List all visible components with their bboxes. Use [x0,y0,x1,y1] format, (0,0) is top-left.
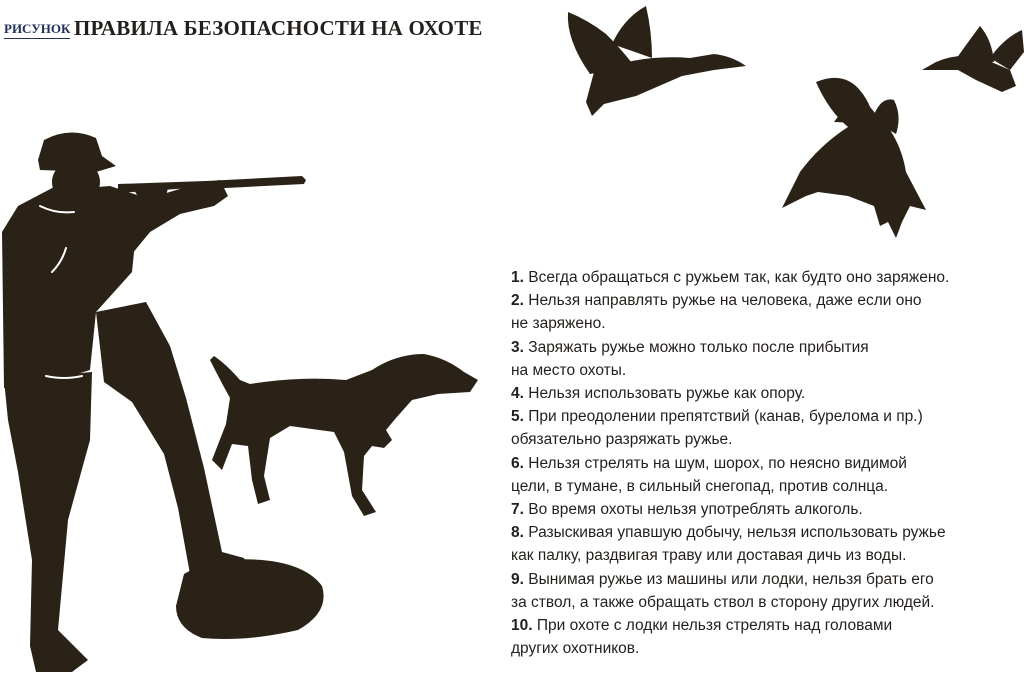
rule-number: 5. [511,408,524,426]
rule-number: 8. [511,524,524,542]
rule-text: других охотников. [511,640,640,658]
rule-text: Заряжать ружье можно только после прибытия [528,338,869,356]
rule-item [511,452,1021,498]
rule-text: При охоте с лодки нельзя стрелять над головами [536,617,893,635]
rule-text: цели, в тумане, в сильный снегопад, против солнца. [511,477,889,495]
rule-text: не заряжено. [511,315,606,333]
section-tag: РИСУНОК [4,21,70,39]
duck-silhouette [922,26,1024,92]
rule-text: обязательно разряжать ружье. [511,431,733,449]
rule-number: 6. [511,454,524,472]
rule-text: Нельзя направлять ружье на человека, даже если оно [528,292,922,310]
rule-text: При преодолении препятствий (канав, бурелома и пр.) [528,408,923,426]
rule-number: 2. [511,292,524,310]
rule-number: 7. [511,501,524,519]
rule-text: на место охоты. [511,361,627,379]
duck-silhouette [568,6,746,116]
rule-item [511,289,1021,335]
rule-item [511,568,1021,614]
rule-number: 3. [511,338,524,356]
rule-number: 9. [511,570,524,588]
rule-item [511,498,1021,521]
rule-text: Разыскивая упавшую добычу, нельзя использовать ружье [528,524,946,542]
rule-text: как палку, раздвигая траву или доставая дичь из воды. [511,547,907,565]
rule-text: Нельзя стрелять на шум, шорох, по неясно видимой [528,454,907,472]
rule-number: 10. [511,617,533,635]
rule-number: 1. [511,269,524,286]
rule-text: Вынимая ружье из машины или лодки, нельзя брать его [528,570,934,588]
duck-silhouette [782,78,926,238]
page-title: ПРАВИЛА БЕЗОПАСНОСТИ НА ОХОТЕ [74,16,483,40]
dog-silhouette [210,354,478,516]
rule-text: Нельзя использовать ружье как опору. [528,385,806,403]
rule-number: 4. [511,385,524,403]
rule-item [511,405,1021,451]
rule-item [511,614,1021,660]
rule-text: Всегда обращаться с ружьем так, как будто оно заряжено. [528,269,950,286]
rule-item [511,521,1021,567]
rule-item [511,266,1021,289]
rule-text: Во время охоты нельзя употреблять алкоголь. [528,501,863,519]
safety-rules-list [511,266,1021,660]
rule-item [511,336,1021,382]
rule-item [511,382,1021,405]
rule-text: за ствол, а также обращать ствол в сторону других людей. [511,593,935,611]
